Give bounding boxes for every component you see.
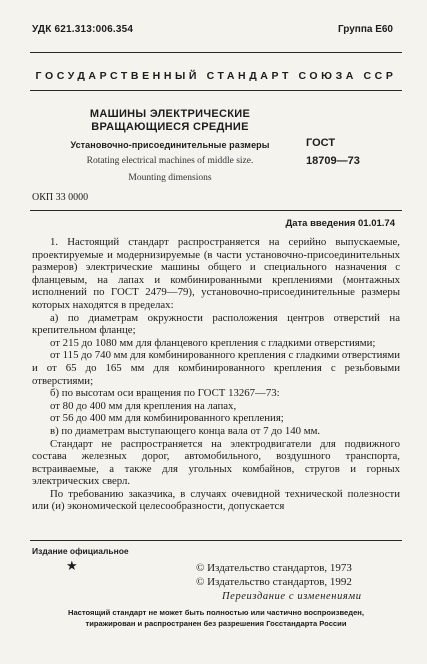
item-a: а) по диаметрам окружности расположения центров отверстий на крепительном фланце; (32, 311, 400, 337)
item-b1: от 80 до 400 мм для крепления на лапах, (50, 399, 237, 412)
title-ru-line2: ВРАЩАЮЩИЕСЯ СРЕДНИЕ (91, 121, 249, 133)
paragraph-1: 1. Настоящий стандарт распространяется на серийно выпускаемые, проектируемые и модернизируемые (в части установочно-присоединительных размеров) электрические машины общего и специального назначения с фланцевым, на лапах и комбинированными креплениями (монтажных исполнений по ГОСТ 2479—79), установочно-присоединительные размеры которых находятся в пределах: (32, 236, 400, 311)
gost-number-block (306, 134, 360, 170)
item-a2: от 115 до 740 мм для комбинированного крепления с гладкими отверстиями и от 65 до 165 мм для комбинированного крепления с резьбовыми отверстиями; (32, 349, 400, 387)
item-b2: от 56 до 400 мм для комбинированного крепления; (50, 412, 284, 425)
udk-code: УДК 621.313:006.354 (32, 24, 134, 35)
banner-rule (30, 90, 402, 91)
title-block (70, 108, 270, 184)
reproduction-notice (32, 607, 400, 629)
standard-banner: ГОСУДАРСТВЕННЫЙ СТАНДАРТ СОЮЗА ССР (35, 70, 397, 82)
reissue-note: Переиздание с изменениями (222, 591, 362, 602)
gost-number: 18709—73 (306, 155, 360, 167)
official-edition: Издание официальное (32, 546, 129, 556)
star-icon: ★ (66, 558, 78, 573)
item-a1: от 215 до 1080 мм для фланцевого крепления с гладкими отверстиями; (50, 336, 376, 349)
notice-line-2: тиражирован и распространен без разрешения Госстандарта России (85, 619, 347, 628)
notice-line-1: Настоящий стандарт не может быть полностью или частично воспроизведен, (67, 608, 365, 617)
title-ru-subtitle: Установочно-присоединительные размеры (70, 140, 270, 150)
paragraph-2: Стандарт не распространяется на электродвигатели для подвижного состава железных дорог, автомобильного, воздушного транспорта, встраиваемые, а также для угольных комбайнов, стругов и горных электрических сверл. (32, 437, 400, 488)
item-b: б) по высотам оси вращения по ГОСТ 13267—73: (50, 387, 280, 400)
title-en-line2: Mounting dimensions (128, 173, 212, 183)
paragraph-3: По требованию заказчика, в случаях очевидной технической полезности или (и) экономической целесообразности, допускается (32, 487, 400, 513)
gost-label: ГОСТ (306, 137, 336, 149)
intro-date: Дата введения 01.01.74 (285, 218, 395, 229)
item-c: в) по диаметрам выступающего конца вала от 7 до 140 мм. (50, 424, 321, 437)
copyright-1973: © Издательство стандартов, 1973 (196, 562, 352, 574)
title-ru-line1: МАШИНЫ ЭЛЕКТРИЧЕСКИЕ (89, 108, 251, 120)
okp-code: ОКП 33 0000 (32, 192, 89, 203)
top-rule (30, 52, 402, 53)
copyright-1992: © Издательство стандартов, 1992 (196, 576, 352, 588)
body-text (32, 236, 400, 513)
title-en-line1: Rotating electrical machines of middle size. (86, 156, 254, 166)
footer-rule (30, 540, 402, 541)
okp-rule (30, 210, 402, 211)
group-code: Группа Е60 (337, 24, 393, 35)
